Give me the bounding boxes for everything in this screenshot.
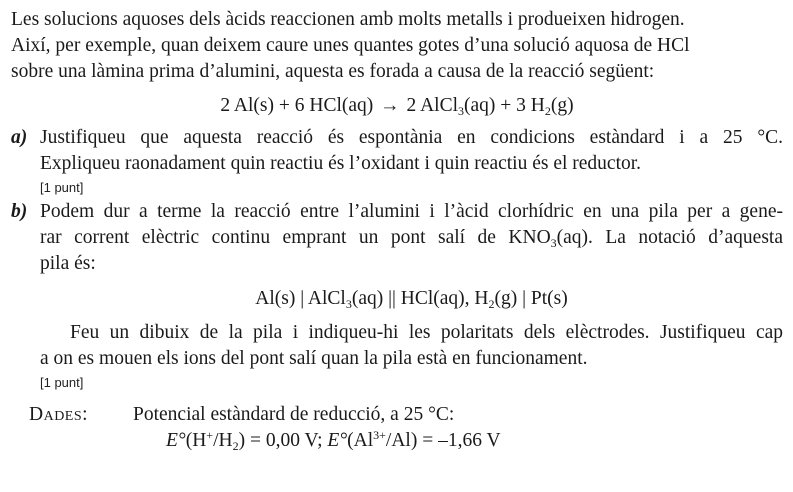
question-a	[11, 125, 783, 197]
intro-line: Així, per exemple, quan deixem caure unes quantes gotes d’una solució aquosa de HCl	[11, 35, 690, 56]
reaction-equation	[11, 93, 783, 119]
question-b-line: pila és:	[40, 253, 96, 274]
data-label: Dades:	[29, 404, 89, 425]
reactant-hcl: HCl(aq)	[309, 95, 374, 116]
question-b	[11, 199, 783, 392]
question-a-line: Justifiqueu que aquesta reacció és espontània en condicions estàndard i a 25 °C.	[40, 127, 783, 148]
coefficient: 6	[294, 95, 305, 116]
reaction-arrow-icon: →	[380, 95, 400, 116]
question-marker: b)	[11, 201, 28, 222]
exam-page	[11, 7, 783, 454]
reduction-potentials: $E^\circ(H^+/H_2) = 0,00$ V; $E^\circ(Al^{3+}/Al) = -1,66$ V	[166, 428, 501, 453]
question-marker: a)	[11, 127, 28, 148]
product-alcl3: AlCl$_3$(aq)	[420, 95, 496, 118]
points-label: [1 punt]	[40, 375, 84, 390]
coefficient: 3	[516, 95, 526, 116]
data-section	[11, 402, 783, 428]
question-b-line: Podem dur a terme la reacció entre l’alumini i l’àcid clorhídric en una pila per a gene-	[40, 201, 783, 222]
intro-line: Les solucions aquoses dels àcids reaccionen amb molts metalls i produeixen hidrogen.	[11, 9, 685, 30]
data-line: Potencial estàndard de reducció, a 25 °C:	[133, 404, 455, 425]
intro-line: sobre una làmina prima d’alumini, aquesta es forada a causa de la reacció següent:	[11, 61, 655, 82]
points-label: [1 punt]	[40, 180, 84, 195]
intro-paragraph	[11, 7, 783, 85]
question-a-line: Expliqueu raonadament quin reactiu és l’oxidant i quin reactiu és el reductor.	[40, 153, 642, 174]
product-h2: $H_2(g)$	[530, 95, 574, 118]
reactant-aluminium: Al(s)	[233, 95, 274, 116]
question-b-line: a on es mouen els ions del pont salí quan la pila està en funcionament.	[40, 348, 588, 369]
question-b-line: rar corrent elèctric continu emprant un pont salí de $KNO_3(aq)$. La notació d’aquesta	[40, 227, 783, 250]
question-b-line: Feu un dibuix de la pila i indiqueu-hi les polaritats dels elèctrodes. Justifiqueu cap	[70, 322, 783, 343]
plus-sign: +	[278, 95, 290, 116]
plus-sign: +	[500, 95, 512, 116]
coefficient: 2	[220, 95, 231, 116]
cell-notation: Al(s) | AlCl$_3$(aq) || HCl(aq), $H_2(g)$ | Pt(s)	[255, 288, 568, 311]
coefficient: 2	[406, 95, 417, 116]
